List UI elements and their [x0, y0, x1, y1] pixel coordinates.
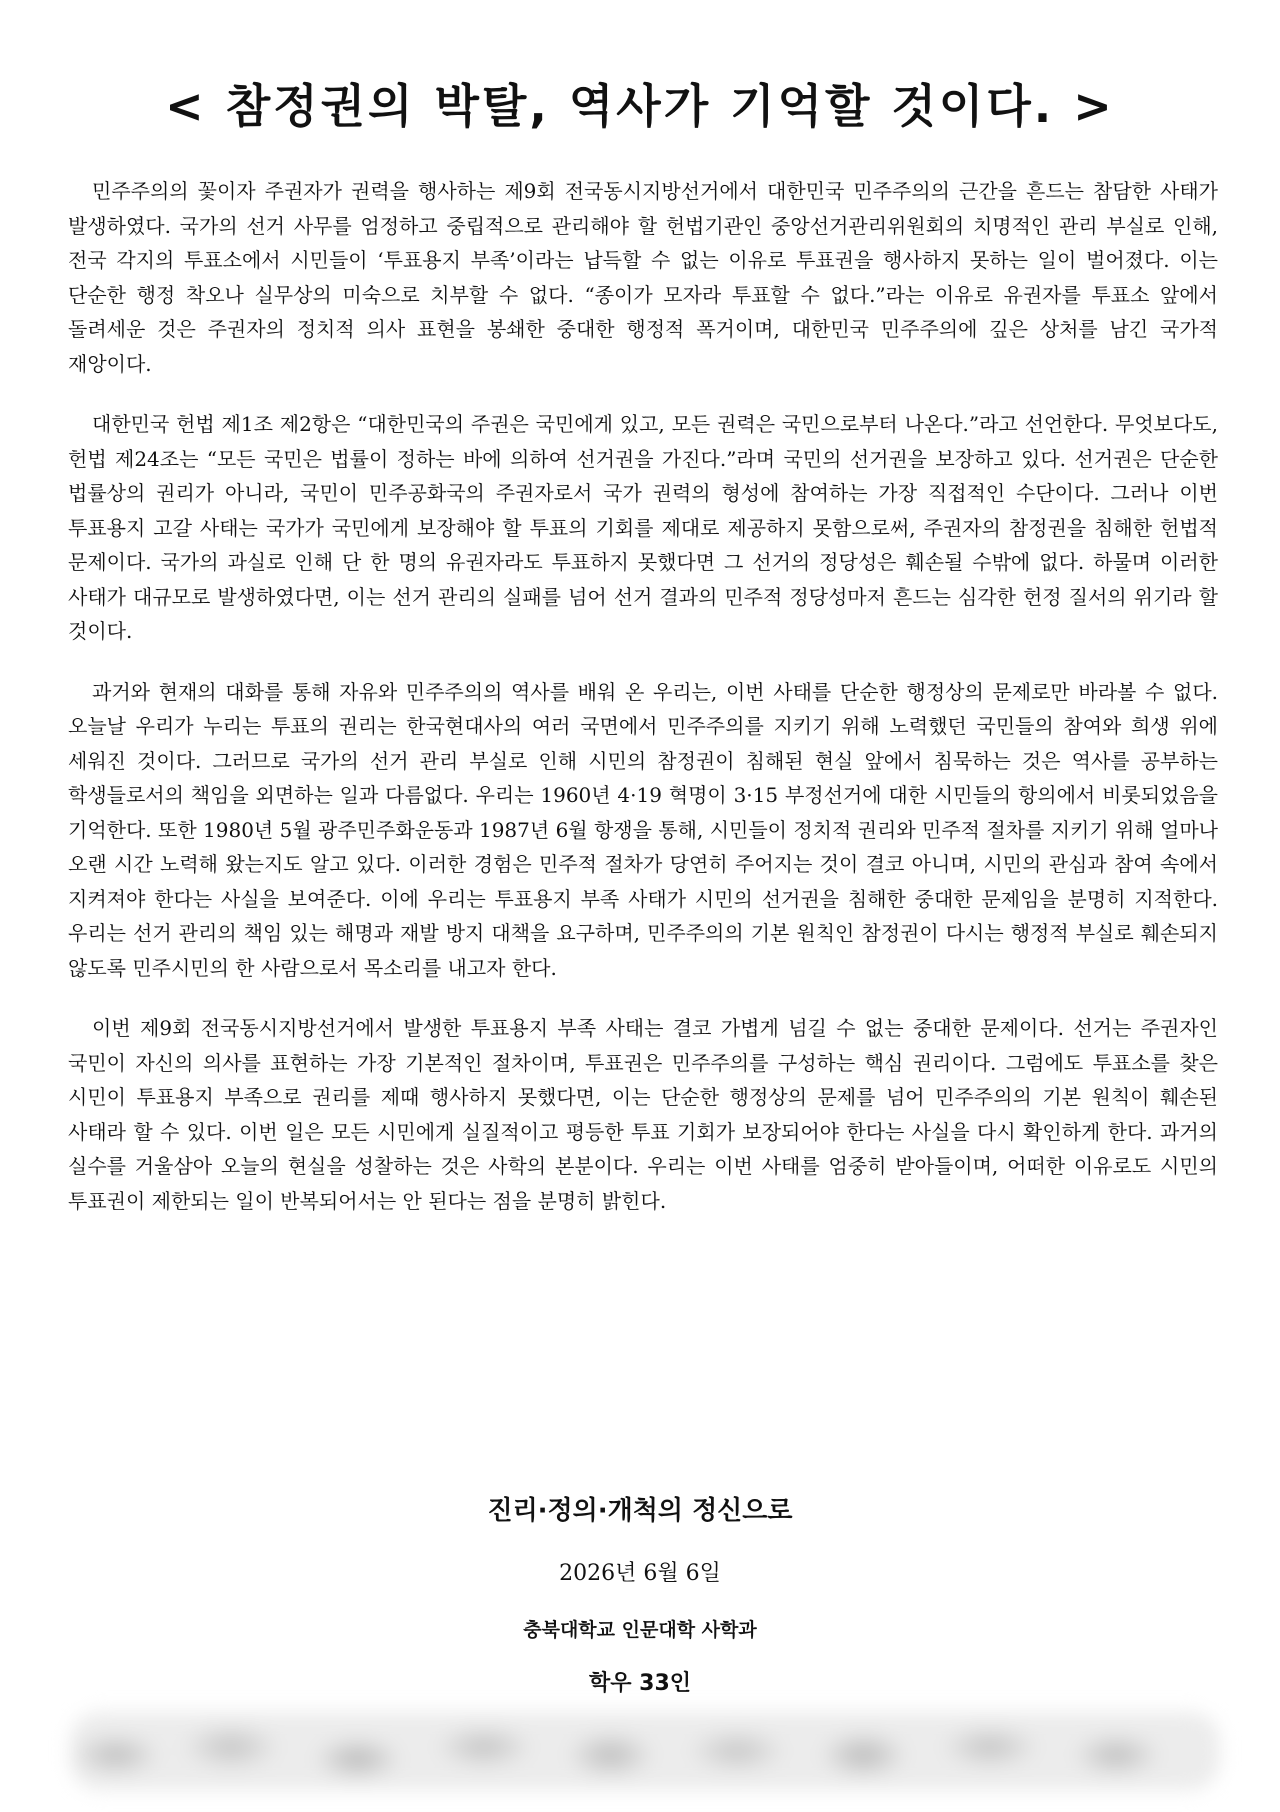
paragraph-3: 과거와 현재의 대화를 통해 자유와 민주주의의 역사를 배워 온 우리는, 이번 사태를 단순한 행정상의 문제로만 바라볼 수 없다. 오늘날 우리가 누리는 투표의 권리는 한국현대사의 여러 국면에서 민주주의를 지키기 위해 노력했던 국민들의 참여와 희생 위에 세워진 것이다. 그러므로 국가의 선거 관리 부실로 인해 시민의 참정권이 침해된 현실 앞에서 침묵하는 것은 역사를 공부하는 학생들로서의 책임을 외면하는 일과 다름없다. 우리는 1960년 4·19 혁명이 3·15 부정선거에 대한 시민들의 항의에서 비롯되었음을 기억한다. 또한 1980년 5월 광주민주화운동과 1987년 6월 항쟁을 통해, 시민들이 정치적 권리와 민주적 절차를 지키기 위해 얼마나 오랜 시간 노력해 왔는지도 알고 있다. 이러한 경험은 민주적 절차가 당연히 주어지는 것이 결코 아니며, 시민의 관심과 참여 속에서 지켜져야 한다는 사실을 보여준다. 이에 우리는 투표용지 부족 사태가 시민의 선거권을 침해한 중대한 문제임을 분명히 지적한다. 우리는 선거 관리의 책임 있는 해명과 재발 방지 대책을 요구하며, 민주주의의 기본 원칙인 참정권이 다시는 행정적 부실로 훼손되지 않도록 민주시민의 한 사람으로서 목소리를 내고자 한다.	[68, 679, 1218, 980]
blurred-signer-names	[70, 1712, 1220, 1790]
statement-body	[68, 174, 1218, 1244]
signers: 학우 33인	[588, 1671, 692, 1696]
paragraph-2: 대한민국 헌법 제1조 제2항은 “대한민국의 주권은 국민에게 있고, 모든 권력은 국민으로부터 나온다.”라고 선언한다. 무엇보다도, 헌법 제24조는 “모든 국민은 법률이 정하는 바에 의하여 선거권을 가진다.”라며 국민의 선거권을 보장하고 있다. 선거권은 단순한 법률상의 권리가 아니라, 국민이 민주공화국의 주권자로서 국가 권력의 형성에 참여하는 가장 직접적인 수단이다. 그러나 이번 투표용지 고갈 사태는 국가가 국민에게 보장해야 할 투표의 기회를 제대로 제공하지 못함으로써, 주권자의 참정권을 침해한 헌법적 문제이다. 국가의 과실로 인해 단 한 명의 유권자라도 투표하지 못했다면 그 선거의 정당성은 훼손될 수밖에 없다. 하물며 이러한 사태가 대규모로 발생하였다면, 이는 선거 관리의 실패를 넘어 선거 결과의 민주적 정당성마저 흔드는 심각한 헌정 질서의 위기라 할 것이다.	[68, 412, 1218, 643]
paragraph-4: 이번 제9회 전국동시지방선거에서 발생한 투표용지 부족 사태는 결코 가볍게 넘길 수 없는 중대한 문제이다. 선거는 주권자인 국민이 자신의 의사를 표현하는 가장 기본적인 절차이며, 투표권은 민주주의를 구성하는 핵심 권리이다. 그럼에도 투표소를 찾은 시민이 투표용지 부족으로 권리를 제때 행사하지 못했다면, 이는 단순한 행정상의 문제를 넘어 민주주의의 기본 원칙이 훼손된 사태라 할 수 있다. 이번 일은 모든 시민에게 실질적이고 평등한 투표 기회가 보장되어야 한다는 사실을 다시 확인하게 한다. 과거의 실수를 거울삼아 오늘의 현실을 성찰하는 것은 사학의 본분이다. 우리는 이번 사태를 엄중히 받아들이며, 어떠한 이유로도 시민의 투표권이 제한되는 일이 반복되어서는 안 된다는 점을 분명히 밝힌다.	[68, 1016, 1218, 1213]
motto: 진리·정의·개척의 정신으로	[487, 1496, 793, 1526]
document-title: < 참정권의 박탈, 역사가 기억할 것이다. >	[165, 79, 1115, 133]
statement-date: 2026년 6월 6일	[559, 1561, 721, 1586]
organization: 충북대학교 인문대학 사학과	[523, 1619, 757, 1641]
paragraph-1: 민주주의의 꽃이자 주권자가 권력을 행사하는 제9회 전국동시지방선거에서 대한민국 민주주의의 근간을 흔드는 참담한 사태가 발생하였다. 국가의 선거 사무를 엄정하고 중립적으로 관리해야 할 헌법기관인 중앙선거관리위원회의 치명적인 관리 부실로 인해, 전국 각지의 투표소에서 시민들이 ‘투표용지 부족’이라는 납득할 수 없는 이유로 투표권을 행사하지 못하는 일이 벌어졌다. 이는 단순한 행정 착오나 실무상의 미숙으로 치부할 수 없다. “종이가 모자라 투표할 수 없다.”라는 이유로 유권자를 투표소 앞에서 돌려세운 것은 주권자의 정치적 의사 표현을 봉쇄한 중대한 행정적 폭거이며, 대한민국 민주주의에 깊은 상처를 남긴 국가적 재앙이다.	[68, 179, 1218, 376]
